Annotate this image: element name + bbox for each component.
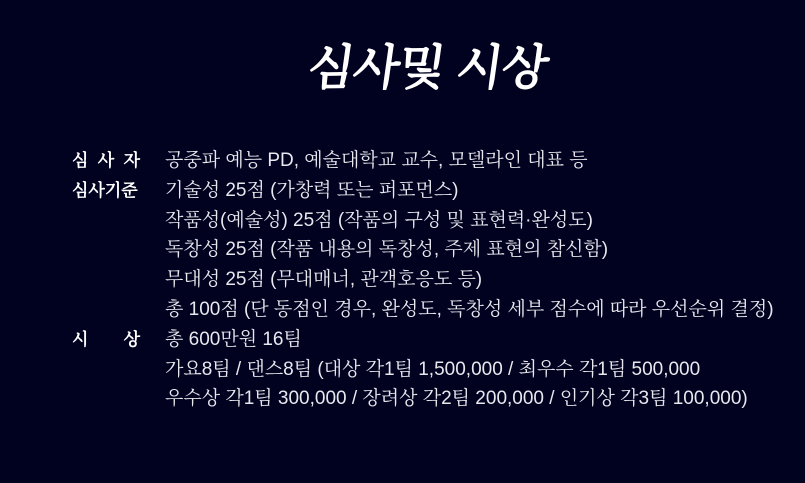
- section-criteria: [72, 176, 774, 325]
- section-lines-awards: [165, 325, 748, 414]
- slide-title: [0, 44, 805, 94]
- section-judges: [72, 146, 774, 176]
- text-line: 기술성 25점 (가창력 또는 퍼포먼스): [165, 179, 459, 201]
- section-awards: [72, 325, 774, 414]
- section-lines-criteria: [165, 176, 774, 325]
- content-area: [72, 146, 774, 414]
- text-line: 우수상 각1팀 300,000 / 장려상 각2팀 200,000 / 인기상 각3팀 100,000): [165, 388, 748, 410]
- text-line: 공중파 예능 PD, 예술대학교 교수, 모델라인 대표 등: [165, 150, 588, 171]
- text-line: 가요8팀 / 댄스8팀 (대상 각1팀 1,500,000 / 최우수 각1팀 500,000: [165, 358, 701, 380]
- text-line: 독창성 25점 (작품 내용의 독창성, 주제 표현의 참신함): [165, 239, 609, 261]
- text-line: 총 100점 (단 동점인 경우, 완성도, 독창성 세부 점수에 따라 우선순위 결정): [165, 298, 774, 320]
- section-label-judges: 심 사 자: [72, 151, 140, 170]
- section-label-awards: 시 상: [72, 329, 140, 349]
- text-line: 무대성 25점 (무대매너, 관객호응도 등): [165, 269, 483, 291]
- section-label-criteria: 심사기준: [72, 180, 138, 200]
- text-line: 총 600만원 16팀: [165, 328, 302, 350]
- text-line: 작품성(예술성) 25점 (작품의 구성 및 표현력·완성도): [165, 209, 593, 231]
- section-lines-judges: [165, 146, 588, 176]
- slide-title-text: 심사및 시상: [304, 42, 551, 95]
